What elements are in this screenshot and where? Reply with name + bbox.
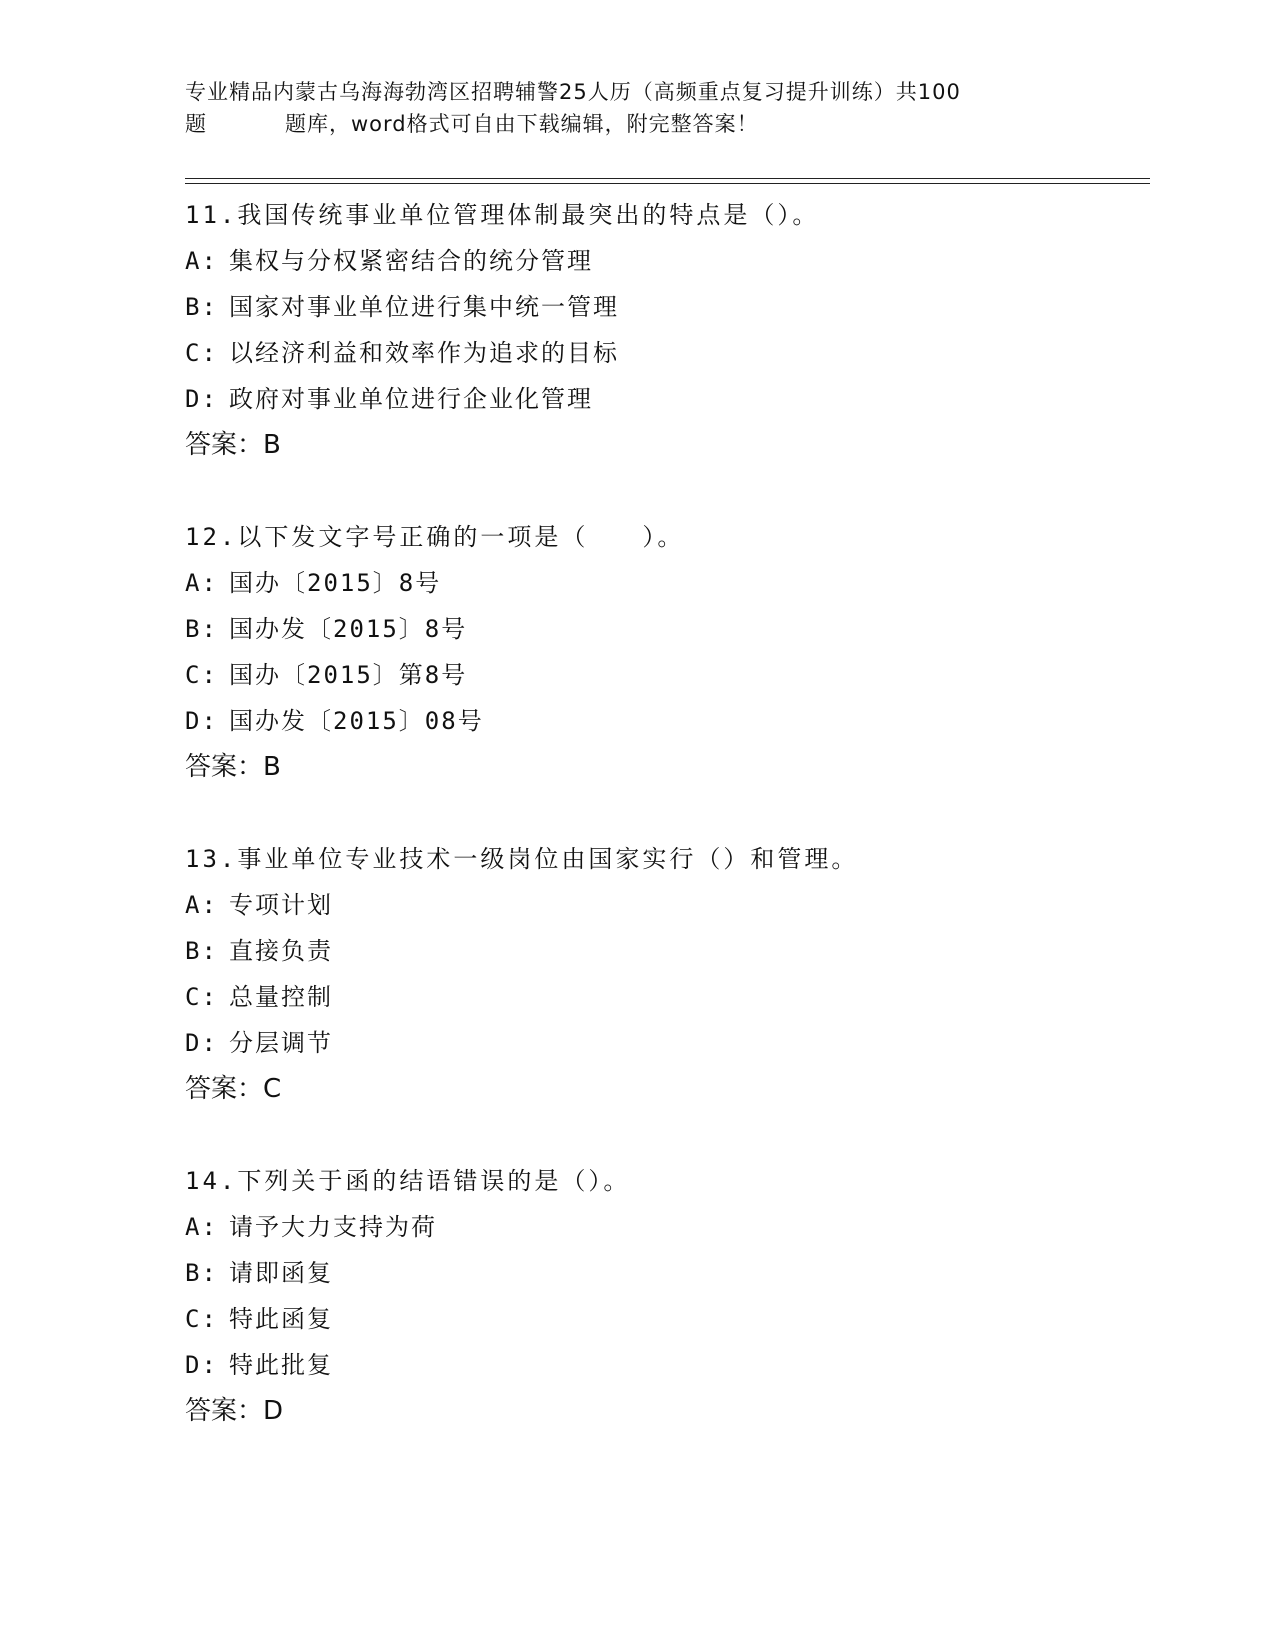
option-b <box>185 606 1145 652</box>
option-key: A: <box>185 247 218 275</box>
option-text: 国办发〔2015〕8号 <box>229 615 468 643</box>
question-12 <box>185 514 1145 790</box>
answer-line: 答案：D <box>185 1396 284 1426</box>
option-key: D: <box>185 707 218 735</box>
question-stem: 13.事业单位专业技术一级岗位由国家实行（）和管理。 <box>185 845 859 873</box>
option-key: B: <box>185 937 218 965</box>
option-key: A: <box>185 891 218 919</box>
option-text: 集权与分权紧密结合的统分管理 <box>229 247 593 275</box>
option-c <box>185 1296 1145 1342</box>
header-title-line-1: 专业精品内蒙古乌海海勃湾区招聘辅警25人历（高频重点复习提升训练）共100 <box>185 80 961 104</box>
question-list <box>185 192 1145 1434</box>
question-14 <box>185 1158 1145 1434</box>
answer-line: 答案：B <box>185 752 281 782</box>
option-key: B: <box>185 293 218 321</box>
option-text: 请予大力支持为荷 <box>229 1213 437 1241</box>
question-13 <box>185 836 1145 1112</box>
option-c <box>185 974 1145 1020</box>
option-key: C: <box>185 661 218 689</box>
option-d <box>185 376 1145 422</box>
option-key: D: <box>185 1351 218 1379</box>
option-key: B: <box>185 615 218 643</box>
header-title-line-2-lead: 题 <box>185 112 207 136</box>
option-d <box>185 1020 1145 1066</box>
header-title-line-2 <box>185 108 1065 140</box>
option-c <box>185 330 1145 376</box>
option-text: 专项计划 <box>229 891 333 919</box>
question-11 <box>185 192 1145 468</box>
option-key: D: <box>185 385 218 413</box>
option-text: 政府对事业单位进行企业化管理 <box>229 385 593 413</box>
option-a <box>185 560 1145 606</box>
answer-line: 答案：C <box>185 1074 282 1104</box>
option-c <box>185 652 1145 698</box>
option-d <box>185 1342 1145 1388</box>
option-a <box>185 1204 1145 1250</box>
option-key: C: <box>185 983 218 1011</box>
option-text: 特此批复 <box>229 1351 333 1379</box>
option-d <box>185 698 1145 744</box>
option-key: A: <box>185 569 218 597</box>
option-key: B: <box>185 1259 218 1287</box>
option-text: 以经济利益和效率作为追求的目标 <box>229 339 619 367</box>
option-text: 国办〔2015〕第8号 <box>229 661 468 689</box>
header-divider-top <box>185 178 1150 179</box>
option-text: 国家对事业单位进行集中统一管理 <box>229 293 619 321</box>
option-a <box>185 238 1145 284</box>
option-text: 直接负责 <box>229 937 333 965</box>
option-key: D: <box>185 1029 218 1057</box>
option-text: 国办发〔2015〕08号 <box>229 707 484 735</box>
document-header <box>185 76 1065 140</box>
option-b <box>185 1250 1145 1296</box>
option-key: A: <box>185 1213 218 1241</box>
option-key: C: <box>185 1305 218 1333</box>
option-b <box>185 928 1145 974</box>
option-a <box>185 882 1145 928</box>
option-text: 分层调节 <box>229 1029 333 1057</box>
header-title-line-2-rest: 题库，word格式可自由下载编辑，附完整答案！ <box>285 112 759 136</box>
option-b <box>185 284 1145 330</box>
header-divider-bottom <box>185 183 1150 184</box>
question-stem: 12.以下发文字号正确的一项是（ ）。 <box>185 523 685 551</box>
option-text: 国办〔2015〕8号 <box>229 569 442 597</box>
answer-line: 答案：B <box>185 430 281 460</box>
option-text: 请即函复 <box>229 1259 333 1287</box>
question-stem: 11.我国传统事业单位管理体制最突出的特点是（）。 <box>185 201 820 229</box>
option-text: 总量控制 <box>229 983 333 1011</box>
question-stem: 14.下列关于函的结语错误的是（）。 <box>185 1167 631 1195</box>
option-text: 特此函复 <box>229 1305 333 1333</box>
option-key: C: <box>185 339 218 367</box>
